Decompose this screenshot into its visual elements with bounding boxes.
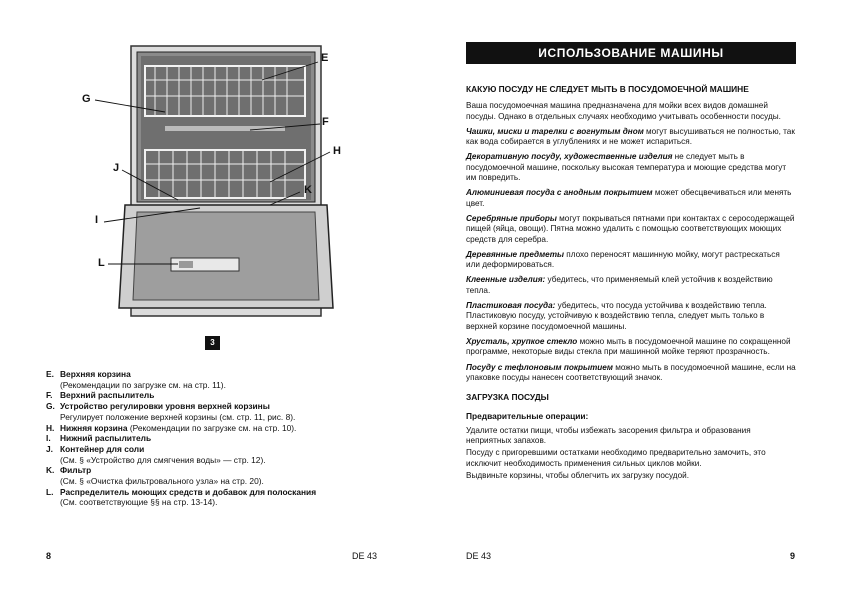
legend-item xyxy=(46,390,376,401)
legend-note: (См. § «Устройство для смягчения воды» — стр. 12). xyxy=(60,454,266,465)
item-paragraph xyxy=(466,214,796,245)
legend-letter: J. xyxy=(46,443,53,454)
legend-title: Контейнер для соли xyxy=(60,443,145,454)
item-paragraph xyxy=(466,250,796,271)
loading-paragraph: Удалите остатки пищи, чтобы избежать засорения фильтра и образования неприятных запахов. xyxy=(466,425,751,446)
legend-item xyxy=(46,401,376,422)
item-lead: Деревянные предметы xyxy=(466,249,564,259)
legend-note: (Рекомендации по загрузке см. на стр. 10). xyxy=(127,422,297,433)
legend-item xyxy=(46,487,376,508)
legend-item xyxy=(46,444,376,465)
legend-letter: L. xyxy=(46,486,54,497)
item-text: не следует мыть в посудомоечной машине, поскольку высокая температура и моющие средства могут им повредить. xyxy=(466,152,787,183)
item-text: можно мыть в посудомоечной машине по сокращенной программе, некоторые виды стекла при машинной мойке теряют прозрачность. xyxy=(466,336,791,357)
callout-g: G xyxy=(82,93,91,105)
item-text: могут покрываться пятнами при контактах с серосодержащей пищей (яйца, овощи). Пятна можно удалить с помощью соответствующих моющих средств для серебра. xyxy=(466,213,795,244)
legend-title: Нижний распылитель xyxy=(60,433,152,444)
figure-number: 3 xyxy=(205,336,220,350)
callout-k: K xyxy=(304,184,312,196)
item-paragraph xyxy=(466,301,796,332)
item-paragraph xyxy=(466,188,796,209)
right-model-name: DE 43 xyxy=(466,551,492,561)
legend-letter: H. xyxy=(46,422,55,433)
callout-j: J xyxy=(113,162,120,174)
item-paragraph xyxy=(466,127,796,148)
legend-letter: E. xyxy=(46,369,54,379)
callout-l: L xyxy=(98,257,105,269)
callout-h: H xyxy=(333,145,341,157)
item-lead: Пластиковая посуда: xyxy=(466,301,556,311)
legend-note: (См. соответствующие §§ на стр. 13-14). xyxy=(60,497,218,508)
section-banner: ИСПОЛЬЗОВАНИЕ МАШИНЫ xyxy=(466,42,796,64)
item-lead: Декоративную посуду, художественные изделия xyxy=(466,152,673,162)
section-heading: КАКУЮ ПОСУДУ НЕ СЛЕДУЕТ МЫТЬ В ПОСУДОМОЕЧНОЙ МАШИНЕ xyxy=(466,84,749,94)
loading-paragraph: Выдвиньте корзины, чтобы облегчить их загрузку посудой. xyxy=(466,470,689,480)
parts-legend xyxy=(46,369,376,508)
legend-item xyxy=(46,423,376,434)
item-paragraph xyxy=(466,275,796,296)
subheading: Предварительные операции: xyxy=(466,411,589,422)
item-text: убедитесь, что применяемый клей устойчив к воздействию тепла. xyxy=(466,275,773,295)
intro-paragraph: Ваша посудомоечная машина предназначена для мойки всех видов домашней посуды. Однако в отдельных случаях необходимо учитывать особенности посуды. xyxy=(466,101,781,121)
legend-letter: K. xyxy=(46,465,55,476)
callout-f: F xyxy=(322,116,329,128)
left-model-name: DE 43 xyxy=(352,551,378,561)
item-text: убедитесь, что посуда устойчива к воздействию тепла. Пластиковую посуду, устойчивую к воздействию тепла, следует мыть только в верхней корзине посудомоечной машины. xyxy=(466,301,767,331)
item-lead: Серебряные приборы xyxy=(466,213,557,223)
item-lead: Посуду с тефлоновым покрытием xyxy=(466,362,613,372)
loading-paragraph: Посуду с пригоревшими остатками необходимо предварительно замочить, это исключит необходимость применения сильных циклов мойки. xyxy=(466,448,766,468)
item-lead: Чашки, миски и тарелки с вогнутым дном xyxy=(466,126,644,136)
item-paragraph xyxy=(466,152,796,183)
item-lead: Хрусталь, хрупкое стекло xyxy=(466,336,578,346)
legend-title: Верхний распылитель xyxy=(60,390,155,401)
item-text: плохо переносят машинную мойку, могут растрескаться или деформироваться. xyxy=(466,249,780,270)
legend-letter: G. xyxy=(46,401,55,412)
legend-title: Нижняя корзина xyxy=(60,422,128,433)
legend-title: Устройство регулировки уровня верхней корзины xyxy=(60,401,270,412)
callout-e: E xyxy=(321,52,329,64)
legend-note: Регулирует положение верхней корзины (см. стр. 11, рис. 8). xyxy=(60,411,296,422)
legend-letter: I. xyxy=(46,433,51,444)
legend-title: Верхняя корзина xyxy=(60,369,131,379)
item-text: могут высушиваться не полностью, так как вода собирается в углублениях и не может испариться. xyxy=(466,126,795,147)
item-text: может обесцвечиваться или менять цвет. xyxy=(466,188,792,208)
legend-title: Фильтр xyxy=(60,465,92,476)
section-heading: ЗАГРУЗКА ПОСУДЫ xyxy=(466,392,549,403)
item-paragraph xyxy=(466,363,796,384)
callout-i: I xyxy=(95,214,99,226)
legend-item xyxy=(46,465,376,486)
item-lead: Клеенные изделия: xyxy=(466,275,546,285)
left-page-number: 8 xyxy=(46,551,52,561)
legend-title: Распределитель моющих средств и добавок для полоскания xyxy=(60,486,317,497)
legend-item xyxy=(46,369,376,390)
legend-note: (См. § «Очистка фильтровального узла» на стр. 20). xyxy=(60,476,264,487)
section-what-not-to-wash xyxy=(466,84,796,486)
item-paragraph xyxy=(466,337,796,358)
legend-item xyxy=(46,433,376,444)
item-text: можно мыть в посудомоечной машине, если на упаковке посуды нанесен соответствующий значок. xyxy=(466,362,796,382)
legend-note: (Рекомендации по загрузке см. на стр. 11). xyxy=(60,379,226,390)
right-page-number: 9 xyxy=(790,551,796,561)
item-lead: Алюминиевая посуда с анодным покрытием xyxy=(466,188,653,198)
legend-letter: F. xyxy=(46,390,53,401)
